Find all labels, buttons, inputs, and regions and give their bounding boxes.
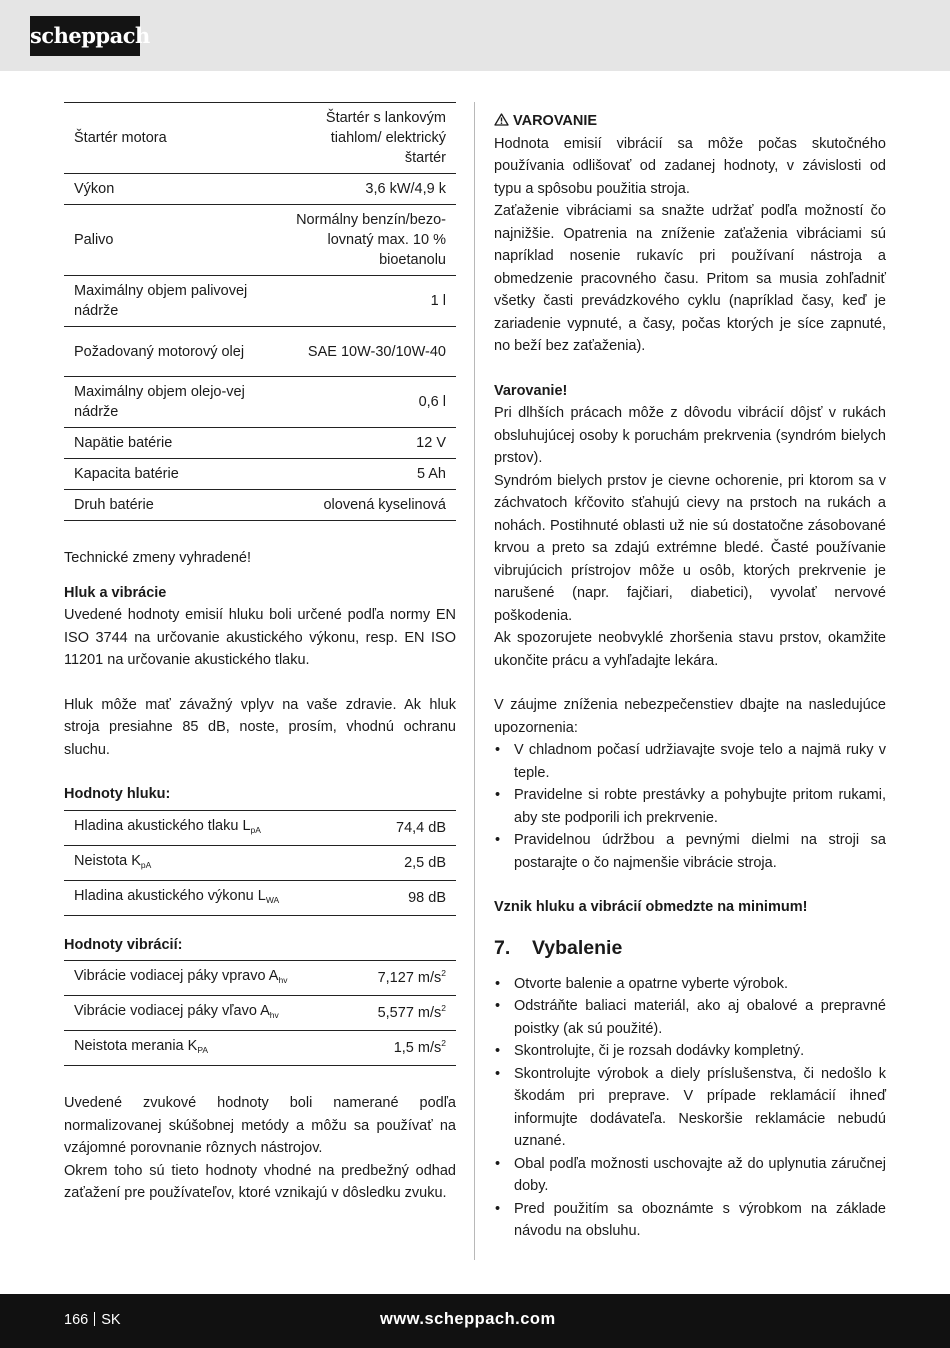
spec-value: olovená kyselinová: [323, 497, 446, 513]
vibration-values-heading: Hodnoty vibrácií:: [64, 936, 183, 953]
scheppach-logo: scheppach: [30, 16, 140, 56]
varovanie-paragraph: Pri dlhších prácach môže z dôvodu vibrácií dôjsť v rukách obsluhujúcej osoby k poruchám prekrvenia (syndróm bielych prstov).: [494, 405, 886, 466]
table-row: [64, 996, 456, 1031]
table-row: [64, 327, 456, 377]
table-row: [64, 428, 456, 459]
reduce-intro: V záujme zníženia nebezpečenstiev dbajte na nasledujúce upozornenia:: [494, 697, 886, 736]
noise-label: Neistota $K_{pA}$: [74, 852, 152, 870]
spec-label: Maximálny objem olejo-vej nádrže: [74, 384, 245, 420]
spec-label: Štartér motora: [74, 130, 167, 146]
unpack-list: [494, 973, 886, 1243]
table-row: [64, 490, 456, 521]
table-row: [64, 961, 456, 996]
list-item: • Pred použitím sa oboznámte s výrobkom na základe návodu na obsluhu.: [494, 1198, 886, 1243]
table-row: [64, 103, 456, 174]
table-row: [64, 174, 456, 205]
varovanie-paragraph: Ak spozorujete neobvyklé zhoršenia stavu prstov, okamžite ukončite prácu a vyhľadajte lekára.: [494, 630, 886, 669]
noise-value: 74,4 dB: [396, 819, 446, 836]
spec-value: 5 Ah: [416, 466, 446, 482]
noise-label: Hladina akustického výkonu $L_{WA}$: [74, 887, 280, 905]
list-item: • V chladnom počasí udržiavajte svoje telo a najmä ruky v teple.: [494, 739, 886, 784]
spec-label: Požadovaný motorový olej: [74, 343, 245, 360]
warning-heading: VAROVANIE: [494, 110, 886, 133]
list-item: • Pravidelne si robte prestávky a pohybujte pritom rukami, aby ste podporili ich prekrvenie.: [494, 784, 886, 829]
spec-value: Štartér s lankovým tiahlom/ elektrický štartér: [325, 110, 446, 166]
noise-values-heading: Hodnoty hluku:: [64, 786, 171, 802]
reduce-list: [494, 739, 886, 874]
list-item: • Otvorte balenie a opatrne vyberte výrobok.: [494, 973, 886, 996]
vibration-values-table: [64, 960, 456, 1066]
spec-label: Druh batérie: [74, 497, 154, 513]
warning-paragraph: Zaťaženie vibráciami sa snažte udržať podľa možností čo najnižšie. Opatrenia na zníženie zaťaženia vibráciami sú napríklad nosenie rukavíc pri používaní nástroja a obmedzenie pracovného času. Pritom sa musia zohľadniť všetky časti prevádzkového cyklu (napríklad časy, keď je zariadenie vypnuté, a časy, počas ktorých je síce zapnuté, no beží bez zaťaženia).: [494, 203, 886, 354]
list-item: • Obal podľa možnosti uschovajte až do uplynutia záručnej doby.: [494, 1153, 886, 1198]
vibration-label: Vibrácie vodiacej páky vľavo $A_{hv}$: [74, 1003, 279, 1020]
left-column: [64, 102, 456, 1205]
noise-value: 98 dB: [408, 889, 446, 906]
spec-value: SAE 10W-30/10W-40: [307, 343, 446, 360]
noise-value: 2,5 dB: [404, 854, 446, 871]
spec-table: [64, 102, 456, 521]
spec-label: Maximálny objem palivovej nádrže: [74, 283, 248, 319]
varovanie-heading: Varovanie!: [494, 382, 568, 399]
table-row: [64, 810, 456, 845]
table-row: [64, 845, 456, 880]
minimize-note: Vznik hluku a vibrácií obmedzte na minimum!: [494, 899, 808, 915]
website-link[interactable]: www.scheppach.com: [380, 1310, 556, 1328]
spec-value: Normálny benzín/bezo-lovnatý max. 10 % bioetanolu: [296, 212, 446, 268]
list-item: • Odstráňte baliaci materiál, ako aj obalové a prepravné poistky (ak sú použité).: [494, 995, 886, 1040]
spec-label: Kapacita batérie: [74, 466, 179, 482]
vibration-label: Vibrácie vodiacej páky vpravo $A_{hv}$: [74, 968, 288, 985]
noise-intro-paragraph: Uvedené hodnoty emisií hluku boli určené podľa normy EN ISO 3744 na určovanie akustického výkonu, resp. EN ISO 11201 na určovanie akustického tlaku.: [64, 607, 456, 668]
warning-triangle-icon: [494, 113, 509, 126]
noise-label: Hladina akustického tlaku $L_{pA}$: [74, 817, 261, 835]
varovanie-paragraph: Syndróm bielych prstov je cievne ochorenie, pri ktorom sa v záchvatoch kŕčovito sťahujú cievy na prstoch na rukách a nohách. Postihnuté oblasti už nie sú dostatočne zásobované krvou a preto sa zdajú extrémne bledé. Časté používanie vibrujúcich prístrojov môže u osôb, ktorých prekrvenie je narušené (napr. fajčiari, diabetici), vyvolať nervové poškodenia.: [494, 472, 886, 624]
table-row: [64, 880, 456, 915]
table-row: [64, 377, 456, 428]
closing-paragraph: Okrem toho sú tieto hodnoty vhodné na predbežný odhad zaťažení pre používateľov, ktoré vznikajú v dôsledku zvuku.: [64, 1162, 456, 1201]
spec-value: 0,6 l: [418, 394, 446, 410]
spec-label: Napätie batérie: [74, 435, 173, 451]
chapter-heading: 7. Vybalenie: [494, 936, 623, 959]
page-footer: [0, 1294, 950, 1348]
vibration-label: Neistota merania $K_{PA}$: [74, 1038, 209, 1055]
table-row: [64, 276, 456, 327]
page-number: 166 SK: [64, 1312, 121, 1328]
spec-label: Palivo: [74, 232, 114, 248]
vibration-value: 7,127 $m/s^2$: [377, 968, 446, 986]
list-item: • Skontrolujte výrobok a diely príslušenstva, či nedošlo k škodám pri preprave. V prípade reklamácií ihneď informujte dodávateľa. Neskoršie reklamácie nebudú uznané.: [494, 1063, 886, 1153]
right-column: [494, 110, 886, 1243]
column-divider: [474, 102, 475, 1260]
warning-paragraph: Hodnota emisií vibrácií sa môže počas skutočného používania odlišovať od zadanej hodnoty, v závislosti od typu a spôsobu použitia stroja.: [494, 135, 886, 197]
spec-label: Výkon: [74, 181, 115, 197]
vibration-value: 1,5 $m/s^2$: [393, 1038, 446, 1056]
table-row: [64, 459, 456, 490]
spec-value: 1 l: [430, 293, 446, 309]
spec-value: 12 V: [416, 435, 446, 451]
list-item: • Skontrolujte, či je rozsah dodávky kompletný.: [494, 1040, 886, 1063]
table-row: [64, 1031, 456, 1066]
table-row: [64, 205, 456, 276]
tech-changes-note: Technické zmeny vyhradené!: [64, 550, 251, 566]
vibration-value: 5,577 $m/s^2$: [377, 1003, 446, 1021]
noise-health-paragraph: Hluk môže mať závažný vplyv na vaše zdravie. Ak hluk stroja presiahne 85 dB, noste, prosím, vhodnú ochranu sluchu.: [64, 696, 456, 758]
noise-values-table: [64, 810, 456, 916]
page-header: [0, 0, 950, 71]
list-item: • Pravidelnou údržbou a pevnými dielmi na stroji sa postarajte o čo najmenšie vibrácie stroja.: [494, 829, 886, 874]
closing-paragraph: Uvedené zvukové hodnoty boli namerané podľa normalizovanej skúšobnej metódy a môžu sa používať na vzájomné porovnanie rôznych nástrojov.: [64, 1095, 456, 1156]
spec-value: 3,6 kW/4,9 k: [365, 181, 446, 197]
section-heading: Hluk a vibrácie: [64, 584, 167, 601]
